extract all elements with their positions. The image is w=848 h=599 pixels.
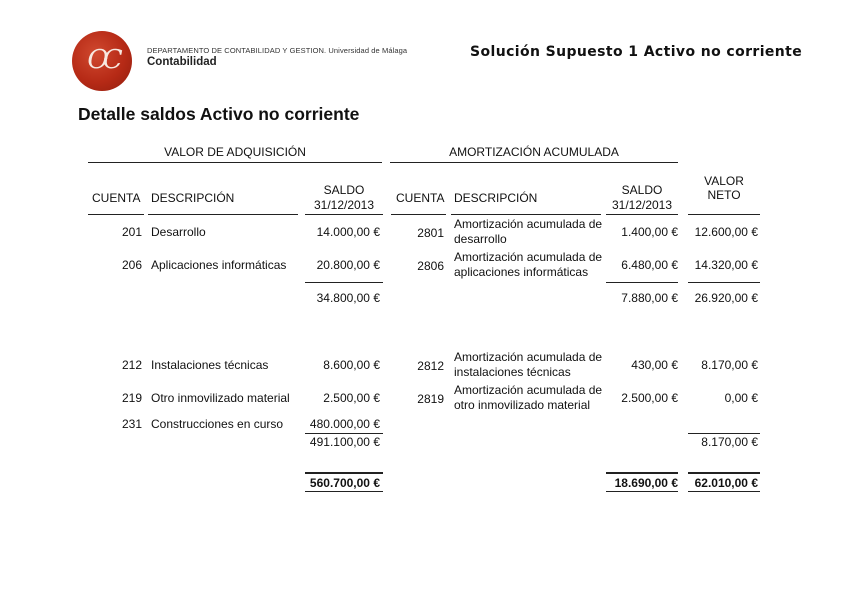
group-amortization-rule bbox=[390, 162, 678, 163]
row-cuenta: 231 bbox=[121, 417, 142, 431]
row-neto: 0,00 € bbox=[724, 391, 758, 405]
row-saldo: 8.600,00 € bbox=[323, 358, 380, 372]
header-rule bbox=[606, 214, 678, 215]
total-bottom-rule bbox=[305, 491, 383, 492]
row-cuenta: 206 bbox=[121, 258, 142, 272]
total-bottom-rule bbox=[688, 491, 760, 492]
subtotal-rule bbox=[305, 433, 383, 434]
row-am-desc: desarrollo bbox=[454, 232, 507, 246]
total-rule bbox=[606, 472, 678, 474]
col-am-cuenta: CUENTA bbox=[396, 191, 445, 205]
row-saldo: 14.000,00 € bbox=[316, 225, 380, 239]
row-neto: 12.600,00 € bbox=[694, 225, 758, 239]
total-am-saldo: 18.690,00 € bbox=[614, 476, 678, 490]
row-am-saldo: 6.480,00 € bbox=[621, 258, 678, 272]
col-descripcion: DESCRIPCIÓN bbox=[151, 191, 235, 205]
col-saldo-line2: 31/12/2013 bbox=[313, 198, 375, 212]
logo-monogram: OC bbox=[87, 45, 117, 75]
row-descripcion: Aplicaciones informáticas bbox=[151, 258, 287, 272]
subtotal-am-saldo: 7.880,00 € bbox=[621, 291, 678, 305]
col-saldo-line1: SALDO bbox=[323, 183, 365, 197]
col-am-descripcion: DESCRIPCIÓN bbox=[454, 191, 538, 205]
row-am-desc: instalaciones técnicas bbox=[454, 365, 571, 379]
row-descripcion: Desarrollo bbox=[151, 225, 206, 239]
row-descripcion: Construcciones en curso bbox=[151, 417, 284, 431]
header-rule bbox=[391, 214, 446, 215]
subject-name: Contabilidad bbox=[147, 56, 217, 68]
row-am-cuenta: 2812 bbox=[417, 359, 444, 373]
row-saldo: 480.000,00 € bbox=[309, 417, 380, 431]
row-neto: 14.320,00 € bbox=[694, 258, 758, 272]
row-cuenta: 201 bbox=[121, 225, 142, 239]
department-name: DEPARTAMENTO DE CONTABILIDAD Y GESTION. Universidad de Málaga bbox=[147, 46, 408, 55]
row-am-saldo: 430,00 € bbox=[631, 358, 678, 372]
header-rule bbox=[148, 214, 298, 215]
header-rule bbox=[688, 214, 760, 215]
header-rule bbox=[451, 214, 601, 215]
col-cuenta: CUENTA bbox=[92, 191, 141, 205]
row-am-desc: Amortización acumulada de bbox=[454, 350, 603, 364]
row-am-saldo: 2.500,00 € bbox=[621, 391, 678, 405]
row-am-cuenta: 2806 bbox=[417, 259, 444, 273]
row-am-desc: Amortización acumulada de bbox=[454, 383, 603, 397]
subtotal-saldo: 34.800,00 € bbox=[316, 291, 380, 305]
total-bottom-rule bbox=[606, 491, 678, 492]
subtotal-rule bbox=[305, 282, 383, 283]
row-cuenta: 212 bbox=[121, 358, 142, 372]
row-am-cuenta: 2819 bbox=[417, 392, 444, 406]
subtotal-neto: 8.170,00 € bbox=[701, 435, 758, 449]
row-am-desc: aplicaciones informáticas bbox=[454, 265, 589, 279]
total-rule bbox=[688, 472, 760, 474]
row-am-desc: Amortización acumulada de bbox=[454, 217, 603, 231]
row-cuenta: 219 bbox=[121, 391, 142, 405]
row-saldo: 2.500,00 € bbox=[323, 391, 380, 405]
row-neto: 8.170,00 € bbox=[701, 358, 758, 372]
group-acquisition: VALOR DE ADQUISICIÓN bbox=[164, 145, 306, 159]
row-am-cuenta: 2801 bbox=[417, 226, 444, 240]
row-descripcion: Instalaciones técnicas bbox=[151, 358, 269, 372]
subtotal-neto: 26.920,00 € bbox=[694, 291, 758, 305]
group-amortization: AMORTIZACIÓN ACUMULADA bbox=[449, 145, 619, 159]
subtotal-saldo: 491.100,00 € bbox=[309, 435, 380, 449]
header-rule bbox=[88, 214, 144, 215]
page-heading: Detalle saldos Activo no corriente bbox=[78, 104, 360, 124]
col-am-saldo-line1: SALDO bbox=[621, 183, 663, 197]
total-rule bbox=[305, 472, 383, 474]
subtotal-rule bbox=[606, 282, 678, 283]
row-am-desc: Amortización acumulada de bbox=[454, 250, 603, 264]
total-saldo: 560.700,00 € bbox=[309, 476, 380, 490]
col-valor-line2: NETO bbox=[707, 188, 741, 202]
header-rule bbox=[305, 214, 383, 215]
row-am-saldo: 1.400,00 € bbox=[621, 225, 678, 239]
total-neto: 62.010,00 € bbox=[694, 476, 758, 490]
row-descripcion: Otro inmovilizado material bbox=[151, 391, 290, 405]
col-valor-line1: VALOR bbox=[704, 174, 744, 188]
group-acquisition-rule bbox=[88, 162, 382, 163]
col-am-saldo-line2: 31/12/2013 bbox=[611, 198, 673, 212]
subtotal-rule bbox=[688, 282, 760, 283]
university-logo bbox=[72, 31, 132, 91]
subtotal-rule bbox=[688, 433, 760, 434]
row-am-desc: otro inmovilizado material bbox=[454, 398, 591, 412]
document-title: Solución Supuesto 1 Activo no corriente bbox=[470, 44, 803, 60]
row-saldo: 20.800,00 € bbox=[316, 258, 380, 272]
